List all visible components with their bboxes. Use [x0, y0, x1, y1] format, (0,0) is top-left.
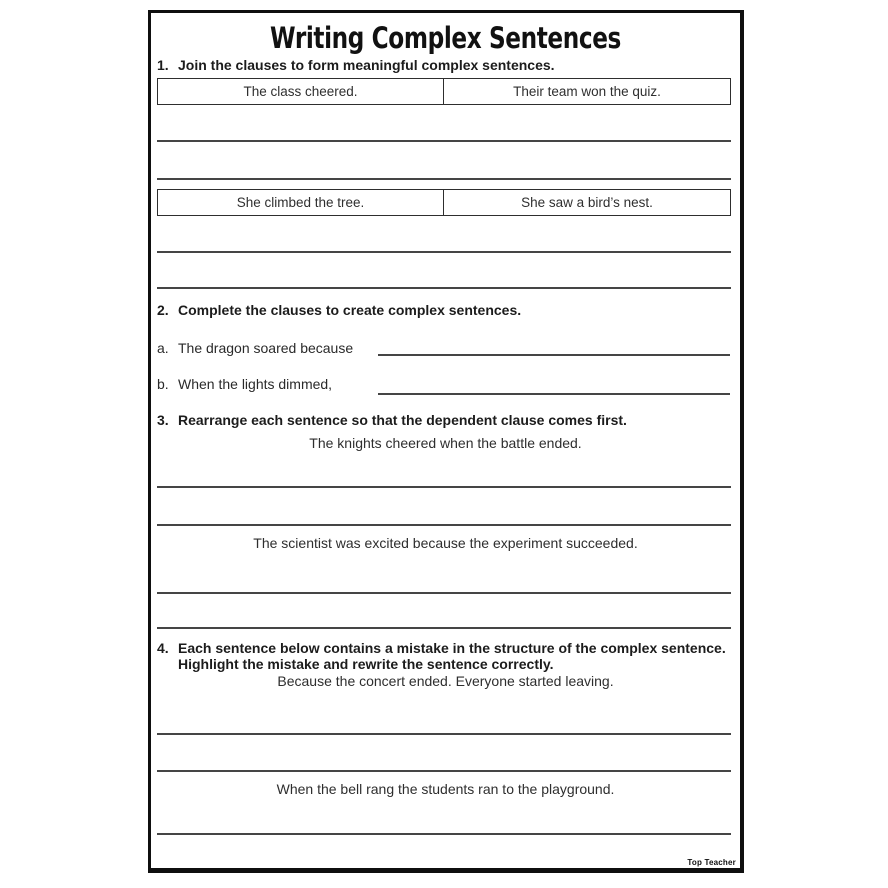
answer-blank-line[interactable] [157, 733, 731, 735]
question-2b-text: When the lights dimmed, [178, 376, 333, 392]
question-3-number: 3. [157, 412, 169, 428]
clause-pair-1 [157, 78, 731, 105]
question-2-number: 2. [157, 302, 169, 318]
question-4-number: 4. [157, 640, 169, 656]
answer-blank-line[interactable] [157, 627, 731, 629]
question-2-prompt: Complete the clauses to create complex sentences. [178, 302, 522, 318]
question-2b-label: b. [157, 376, 169, 392]
question-4-sentence-1: Because the concert ended. Everyone started leaving. [277, 673, 614, 689]
question-2b-stem [157, 376, 332, 392]
answer-blank-line[interactable] [157, 178, 731, 180]
answer-blank-line[interactable] [157, 251, 731, 253]
worksheet-page [148, 10, 744, 873]
question-4-header [157, 640, 734, 672]
answer-blank-line[interactable] [157, 486, 731, 488]
question-2a-stem [157, 340, 353, 356]
clause-pair-2-right: She saw a bird’s nest. [521, 195, 653, 210]
answer-blank-line[interactable] [157, 770, 731, 772]
answer-blank-line[interactable] [157, 524, 731, 526]
question-1-prompt: Join the clauses to form meaningful complex sentences. [178, 57, 555, 73]
question-3-prompt: Rearrange each sentence so that the dependent clause comes first. [178, 412, 627, 428]
question-4-prompt: Each sentence below contains a mistake in the structure of the complex sentence. Highlight the mistake and rewrite the sentence correctly. [178, 640, 726, 673]
answer-blank-line[interactable] [157, 140, 731, 142]
answer-blank-line[interactable] [378, 354, 730, 356]
question-1-header [157, 57, 555, 73]
clause-pair-1-right: Their team won the quiz. [513, 84, 661, 99]
question-3-header [157, 412, 627, 428]
page-title: Writing Complex Sentences [270, 21, 621, 55]
question-2a-label: a. [157, 340, 169, 356]
answer-blank-line[interactable] [157, 833, 731, 835]
answer-blank-line[interactable] [378, 393, 730, 395]
question-4-sentence-2: When the bell rang the students ran to the playground. [276, 781, 615, 797]
question-2a-text: The dragon soared because [178, 340, 354, 356]
top-teacher-logo: Top Teacher [687, 858, 736, 867]
answer-blank-line[interactable] [157, 287, 731, 289]
question-3-sentence-1: The knights cheered when the battle ended. [309, 435, 582, 451]
answer-blank-line[interactable] [157, 592, 731, 594]
question-3-sentence-2: The scientist was excited because the experiment succeeded. [253, 535, 638, 551]
worksheet-content [151, 13, 740, 868]
clause-pair-2 [157, 189, 731, 216]
question-1-number: 1. [157, 57, 169, 73]
question-2-header [157, 302, 521, 318]
clause-pair-2-left: She climbed the tree. [158, 190, 444, 215]
clause-pair-1-left: The class cheered. [158, 79, 444, 104]
